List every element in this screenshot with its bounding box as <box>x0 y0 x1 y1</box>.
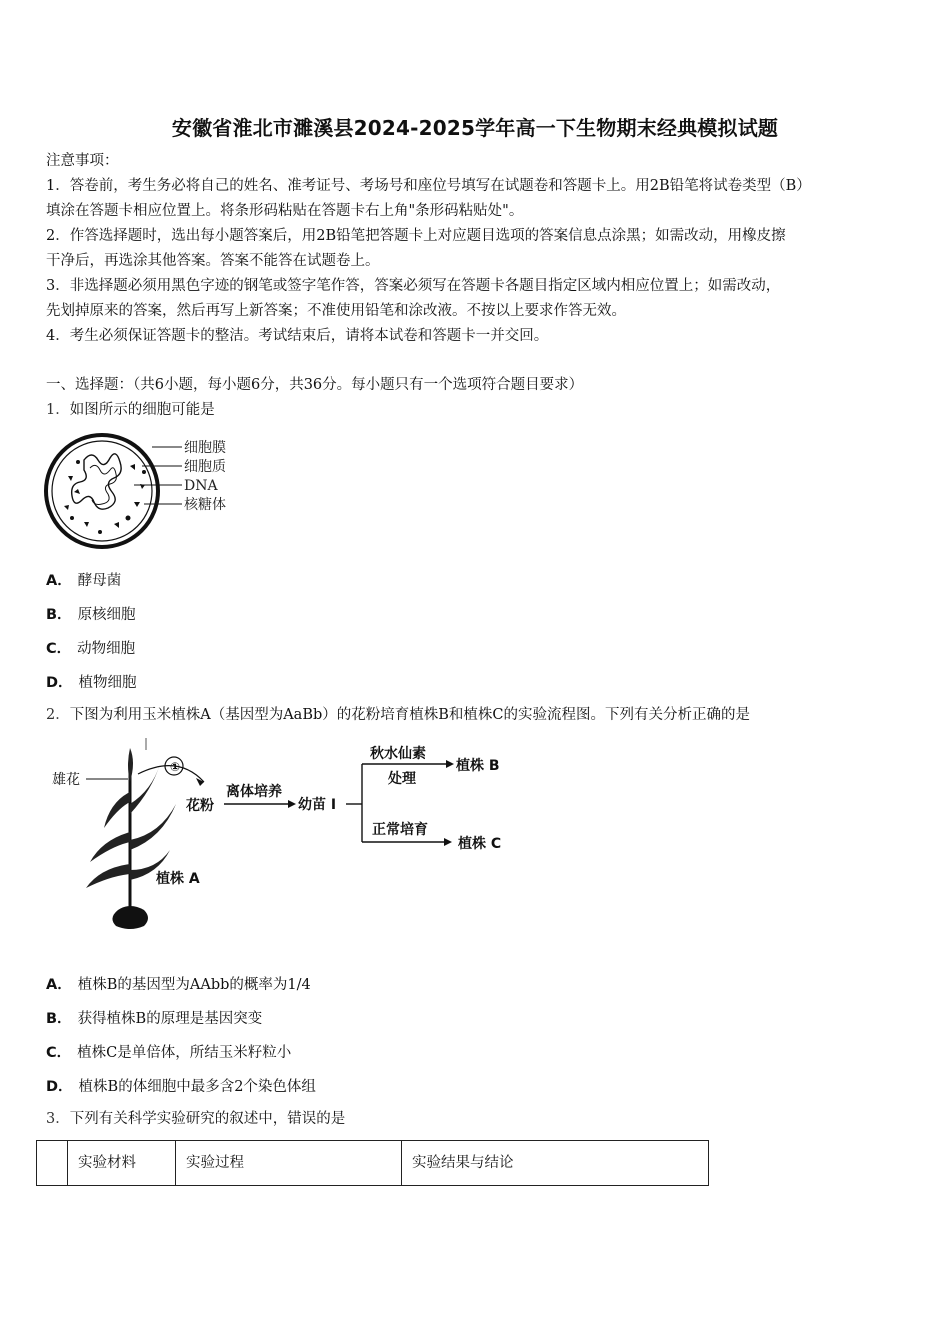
experiment-table <box>36 1140 709 1186</box>
label-normal-culture: 正常培育 <box>372 822 428 838</box>
table-row <box>37 1141 709 1186</box>
question-3-stem <box>46 1109 345 1129</box>
option-text: 酵母菌 <box>77 573 122 589</box>
notice-item-3-line-1: 3．非选择题必须用黑色字迹的钢笔或签字笔作答，答案必须写在答题卡各题目指定区域内相应位置上；如需改动， <box>46 278 781 294</box>
option-letter: A． <box>46 977 72 993</box>
notice-heading: 注意事项： <box>46 153 119 169</box>
notice-item-1-line-2: 填涂在答题卡相应位置上。将条形码粘贴在答题卡右上角"条形码粘贴处"。 <box>46 203 524 219</box>
question-2-option-d[interactable] <box>46 1075 316 1096</box>
label-cell-membrane: 细胞膜 <box>184 440 226 456</box>
label-cytoplasm: 细胞质 <box>184 459 226 475</box>
label-plant-c: 植株 C <box>458 836 502 852</box>
label-plant-a: 植株 A <box>156 871 200 887</box>
option-text: 植株B的基因型为AAbb的概率为1/4 <box>77 977 311 993</box>
option-text: 植株C是单倍体，所结玉米籽粒小 <box>77 1045 292 1061</box>
table-header-index <box>37 1141 68 1186</box>
table-header-process: 实验过程 <box>176 1141 402 1186</box>
label-culture: 离体培养 <box>226 784 282 800</box>
option-text: 动物细胞 <box>77 641 136 657</box>
table-header-material: 实验材料 <box>68 1141 176 1186</box>
notice-item-3-line-2: 先划掉原来的答案，然后再写上新答案；不准使用铅笔和涂改液。不按以上要求作答无效。 <box>46 303 626 319</box>
question-1-stem <box>46 400 215 420</box>
option-letter: B． <box>46 607 72 623</box>
question-1-number: 1． <box>46 402 70 418</box>
option-letter: A． <box>46 573 72 589</box>
option-letter: C． <box>46 641 72 657</box>
question-2-stem <box>46 705 750 725</box>
question-3-number: 3． <box>46 1111 70 1127</box>
question-2-number: 2． <box>46 707 70 723</box>
question-1-text: 如图所示的细胞可能是 <box>69 402 215 418</box>
question-2-option-a[interactable] <box>46 973 311 994</box>
breeding-flowchart <box>46 732 526 937</box>
question-1-option-c[interactable] <box>46 637 135 658</box>
notice-item-4: 4．考生必须保证答题卡的整洁。考试结束后，请将本试卷和答题卡一并交回。 <box>46 328 549 344</box>
label-ribosome: 核糖体 <box>184 497 226 513</box>
label-plant-b: 植株 B <box>456 758 500 774</box>
cell-diagram <box>44 432 244 552</box>
label-colchicine: 秋水仙素 <box>370 746 426 762</box>
option-text: 原核细胞 <box>77 607 136 623</box>
notice-item-2-line-2: 干净后，再选涂其他答案。答案不能答在试题卷上。 <box>46 253 380 269</box>
label-seedling: 幼苗 I <box>298 797 337 813</box>
option-text: 植物细胞 <box>78 675 137 691</box>
question-3-text: 下列有关科学实验研究的叙述中，错误的是 <box>69 1111 346 1127</box>
notice-item-2-line-1: 2．作答选择题时，选出每小题答案后，用2B铅笔把答题卡上对应题目选项的答案信息点涂黑；如需改动，用橡皮擦 <box>46 228 786 244</box>
option-text: 植株B的体细胞中最多含2个染色体组 <box>78 1079 316 1095</box>
option-letter: B． <box>46 1011 72 1027</box>
section-heading: 一、选择题：（共6小题，每小题6分，共36分。每小题只有一个选项符合题目要求） <box>46 377 584 393</box>
option-text: 获得植株B的原理是基因突变 <box>77 1011 263 1027</box>
notice-item-1-line-1: 1．答卷前，考生务必将自己的姓名、准考证号、考场号和座位号填写在试题卷和答题卡上。用2B铅笔将试卷类型（B） <box>46 178 811 194</box>
label-treatment: 处理 <box>388 771 416 787</box>
question-2-option-b[interactable] <box>46 1007 262 1028</box>
label-male-flower: 雄花 <box>52 772 80 788</box>
question-2-option-c[interactable] <box>46 1041 291 1062</box>
table-header-result: 实验结果与结论 <box>402 1141 709 1186</box>
question-1-option-a[interactable] <box>46 569 121 590</box>
option-letter: D． <box>46 675 73 691</box>
page-title: 安徽省淮北市濉溪县2024-2025学年高一下生物期末经典模拟试题 <box>171 116 779 140</box>
question-2-text: 下图为利用玉米植株A（基因型为AaBb）的花粉培育植株B和植株C的实验流程图。下列有关分析正确的是 <box>69 707 751 723</box>
label-dna: DNA <box>184 478 218 494</box>
question-1-option-b[interactable] <box>46 603 136 624</box>
label-pollen: 花粉 <box>186 798 214 814</box>
label-step-1: ① <box>170 760 181 774</box>
option-letter: D． <box>46 1079 73 1095</box>
question-1-option-d[interactable] <box>46 671 137 692</box>
option-letter: C． <box>46 1045 72 1061</box>
